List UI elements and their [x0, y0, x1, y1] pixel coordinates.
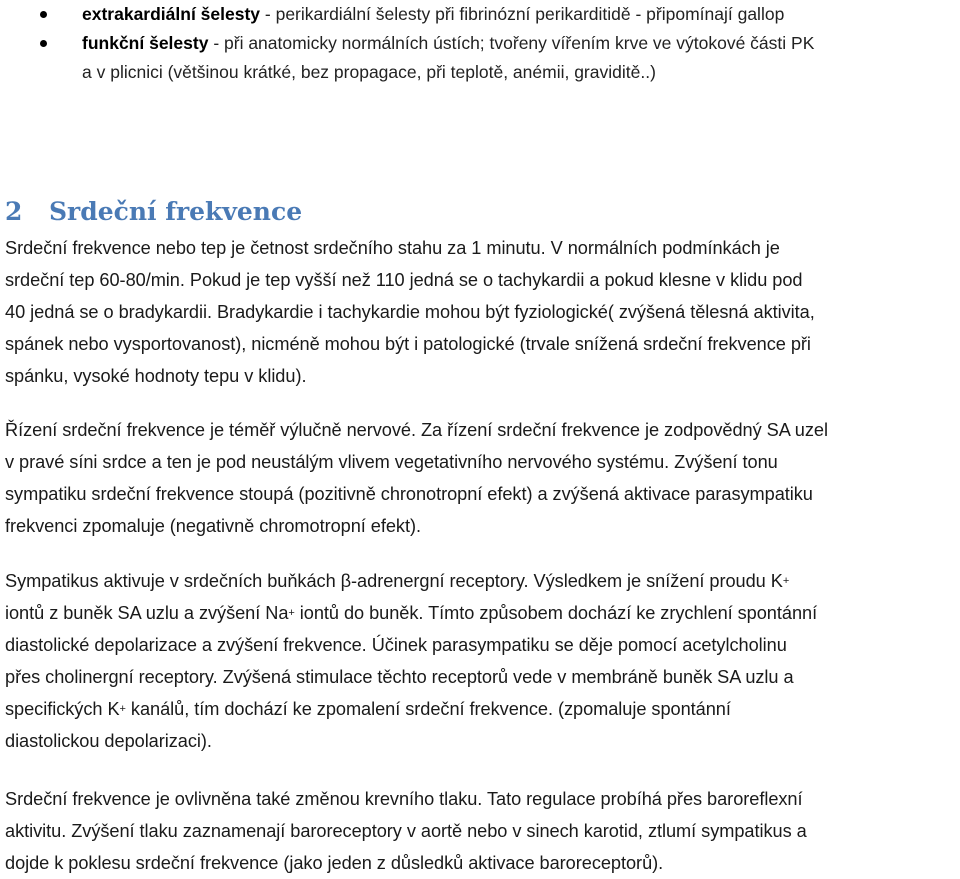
text-line: [5, 693, 957, 725]
bullet-icon: [40, 40, 47, 47]
superscript: +: [288, 607, 295, 619]
bullet-list: [0, 0, 960, 87]
text-line: srdeční tep 60-80/min. Pokud je tep vyšší než 110 jedná se o tachykardii a pokud klesne v klidu pod: [5, 270, 803, 290]
text-line: 40 jedná se o bradykardii. Bradykardie i tachykardie mohou být fyziologické( zvýšená tělesná aktivita,: [5, 302, 815, 322]
text-segment: kanálů, tím dochází ke zpomalení srdeční frekvence. (zpomaluje spontánní: [125, 699, 731, 719]
bullet-text: - perikardiální šelesty při fibrinózní perikarditidě - připomínají gallop: [260, 4, 785, 24]
text-line: v pravé síni srdce a ten je pod neustálým vlivem vegetativního nervového systému. Zvýšení tonu: [5, 452, 778, 472]
bullet-line: [82, 0, 960, 29]
bullet-icon: [40, 11, 47, 18]
superscript: +: [782, 575, 790, 587]
bullet-line: [82, 29, 960, 58]
section-title: Srdeční frekvence: [49, 197, 303, 226]
text-line: frekvenci zpomaluje (negativně chromotropní efekt).: [5, 516, 421, 536]
text-line: aktivitu. Zvýšení tlaku zaznamenají baroreceptory v aortě nebo v sinech karotid, ztlumí sympatikus a: [5, 821, 807, 841]
text-line: Řízení srdeční frekvence je téměř výlučně nervové. Za řízení srdeční frekvence je zodpovědný SA uzel: [5, 420, 828, 440]
text-line: diastolickou depolarizaci).: [5, 731, 212, 751]
bullet-term: extrakardiální šelesty: [82, 4, 261, 24]
paragraph-nervous-control: [5, 414, 957, 542]
text-line: dojde k poklesu srdeční frekvence (jako jeden z důsledků aktivace baroreceptorů).: [5, 853, 664, 873]
text-segment: iontů do buněk. Tímto způsobem dochází ke zrychlení spontánní: [294, 603, 818, 623]
text-line: Srdeční frekvence nebo tep je četnost srdečního stahu za 1 minutu. V normálních podmínkách je: [5, 238, 780, 258]
paragraph-heart-rate-definition: [5, 232, 957, 392]
text-segment: specifických K: [5, 699, 120, 719]
section-number: 2: [5, 197, 23, 226]
text-line: [5, 565, 957, 597]
text-line: spánku, vysoké hodnoty tepu v klidu).: [5, 366, 307, 386]
bullet-text: - při anatomicky normálních ústích; tvořeny vířením krve ve výtokové části PK: [208, 33, 815, 53]
text-segment: Sympatikus aktivuje v srdečních buňkách β-adrenergní receptory. Výsledkem je snížení proudu K: [5, 571, 783, 591]
text-line: [5, 597, 957, 629]
bullet-continuation: a v plicnici (většinou krátké, bez propagace, při teplotě, anémii, graviditě..): [82, 62, 656, 82]
paragraph-sympathetic-mechanism: [5, 565, 957, 757]
text-line: diastolické depolarizace a zvýšení frekvence. Účinek parasympatiku se děje pomocí acetylcholinu: [5, 635, 787, 655]
text-segment: iontů z buněk SA uzlu a zvýšení Na: [5, 603, 289, 623]
bullet-item-functional: [0, 29, 960, 87]
bullet-item-extracardiac: [0, 0, 960, 29]
bullet-term: funkční šelesty: [82, 33, 209, 53]
text-line: přes cholinergní receptory. Zvýšená stimulace těchto receptorů vede v membráně buněk SA uzlu a: [5, 667, 794, 687]
section-heading: [5, 190, 302, 234]
text-line: sympatiku srdeční frekvence stoupá (pozitivně chronotropní efekt) a zvýšená aktivace parasympatiku: [5, 484, 813, 504]
text-line: spánek nebo vysportovanost), nicméně mohou být i patologické (trvale snížená srdeční frekvence při: [5, 334, 811, 354]
text-line: Srdeční frekvence je ovlivněna také změnou krevního tlaku. Tato regulace probíhá přes baroreflexní: [5, 789, 803, 809]
superscript: +: [119, 703, 126, 715]
paragraph-baroreflex: [5, 783, 957, 879]
